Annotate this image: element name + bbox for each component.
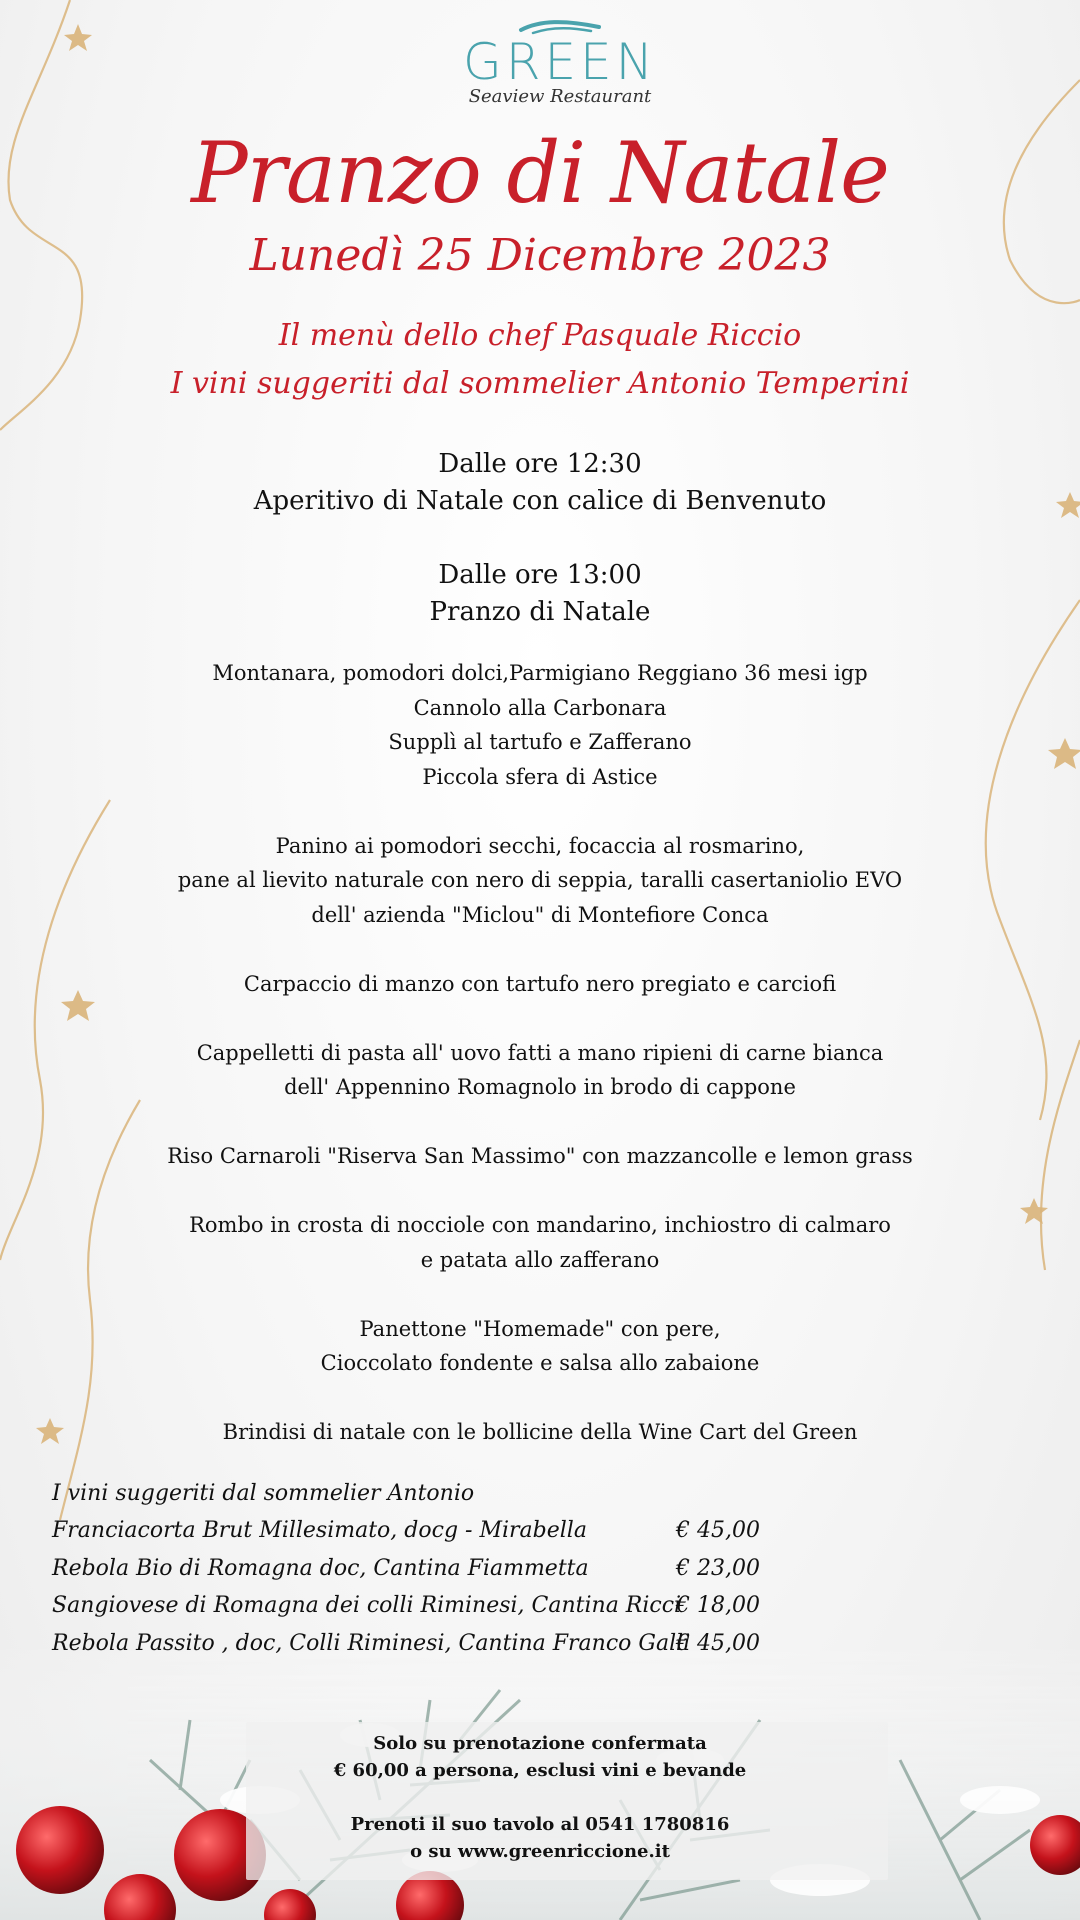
wine-name: Sangiovese di Romagna dei colli Riminesi, Cantina Ricci (52, 1593, 682, 1618)
course-gap (0, 1277, 1080, 1312)
menu-line: Montanara, pomodori dolci,Parmigiano Reggiano 36 mesi igp (212, 661, 868, 685)
menu-line: Cannolo alla Carbonara (413, 695, 667, 720)
course-gap (0, 1001, 1080, 1036)
wine-name: Rebola Bio di Romagna doc, Cantina Fiammetta (52, 1555, 589, 1581)
course-gap (0, 794, 1080, 829)
menu-line: Cappelletti di pasta all' uovo fatti a mano ripieni di carne bianca (196, 1040, 884, 1065)
wine-list (52, 1476, 812, 1662)
wine-item (52, 1512, 812, 1550)
event-date: Lunedì 25 Dicembre 2023 (249, 230, 831, 281)
logo-tagline: Seaview Restaurant (468, 86, 652, 107)
pranzo-section (0, 557, 1080, 631)
menu-line: Panettone "Homemade" con pere, (359, 1316, 721, 1341)
page-title: Pranzo di Natale (191, 124, 889, 222)
logo-wordmark: GREEN (462, 33, 658, 91)
menu-line: Panino ai pomodori secchi, focaccia al rosmarino, (275, 833, 805, 858)
menu-line: Carpaccio di manzo con tartufo nero pregiato e carciofi (243, 971, 837, 996)
menu-line: e patata allo zafferano (420, 1247, 660, 1272)
menu-line: Brindisi di natale con le bollicine della Wine Cart del Green (222, 1420, 858, 1444)
wine-item (52, 1587, 812, 1625)
wine-item (52, 1625, 812, 1663)
booking-info (0, 1730, 1080, 1865)
aperitivo-label: Aperitivo di Natale con calice di Benvenuto (253, 486, 827, 516)
menu-line: Supplì al tartufo e Zafferano (388, 730, 692, 754)
course-gap (0, 1105, 1080, 1140)
wine-name: Rebola Passito , doc, Colli Riminesi, Cantina Franco Galli (52, 1630, 691, 1656)
wine-price: € 45,00 (676, 1630, 760, 1656)
course-gap (0, 1174, 1080, 1209)
pranzo-label: Pranzo di Natale (429, 597, 651, 627)
sommelier-credit: I vini suggeriti dal sommelier Antonio Temperini (170, 366, 910, 401)
wine-price: € 45,00 (676, 1518, 760, 1543)
menu-line: Cioccolato fondente e salsa allo zabaione (320, 1351, 760, 1375)
course-gap (0, 1381, 1080, 1416)
wine-price: € 23,00 (676, 1555, 760, 1581)
booking-website: o su www.greenriccione.it (410, 1841, 670, 1862)
menu-line: pane al lievito naturale con nero di seppia, taralli casertaniolio EVO (177, 868, 903, 892)
booking-condition: Solo su prenotazione confermata (373, 1733, 707, 1754)
menu-line: Riso Carnaroli "Riserva San Massimo" con mazzancolle e lemon grass (167, 1144, 913, 1168)
aperitivo-time: Dalle ore 12:30 (438, 449, 642, 479)
menu-line: Piccola sfera di Astice (422, 764, 658, 789)
wine-name: Franciacorta Brut Millesimato, docg - Mirabella (52, 1518, 587, 1543)
aperitivo-section (0, 446, 1080, 520)
pranzo-time: Dalle ore 13:00 (438, 560, 642, 590)
wine-list-title: I vini suggeriti dal sommelier Antonio (52, 1481, 475, 1506)
menu-courses (0, 656, 1080, 1450)
menu-line: dell' azienda "Miclou" di Montefiore Conca (311, 902, 769, 927)
booking-price: € 60,00 a persona, esclusi vini e bevande (333, 1760, 747, 1781)
credits (0, 312, 1080, 408)
course-gap (0, 932, 1080, 967)
wine-price: € 18,00 (676, 1593, 760, 1618)
restaurant-logo (440, 18, 680, 107)
wine-item (52, 1550, 812, 1588)
menu-line: Rombo in crosta di nocciole con mandarino, inchiostro di calmaro (189, 1213, 891, 1237)
booking-phone: Prenoti il suo tavolo al 0541 1780816 (350, 1814, 730, 1835)
chef-credit: Il menù dello chef Pasquale Riccio (278, 318, 802, 353)
menu-line: dell' Appennino Romagnolo in brodo di cappone (284, 1075, 796, 1099)
